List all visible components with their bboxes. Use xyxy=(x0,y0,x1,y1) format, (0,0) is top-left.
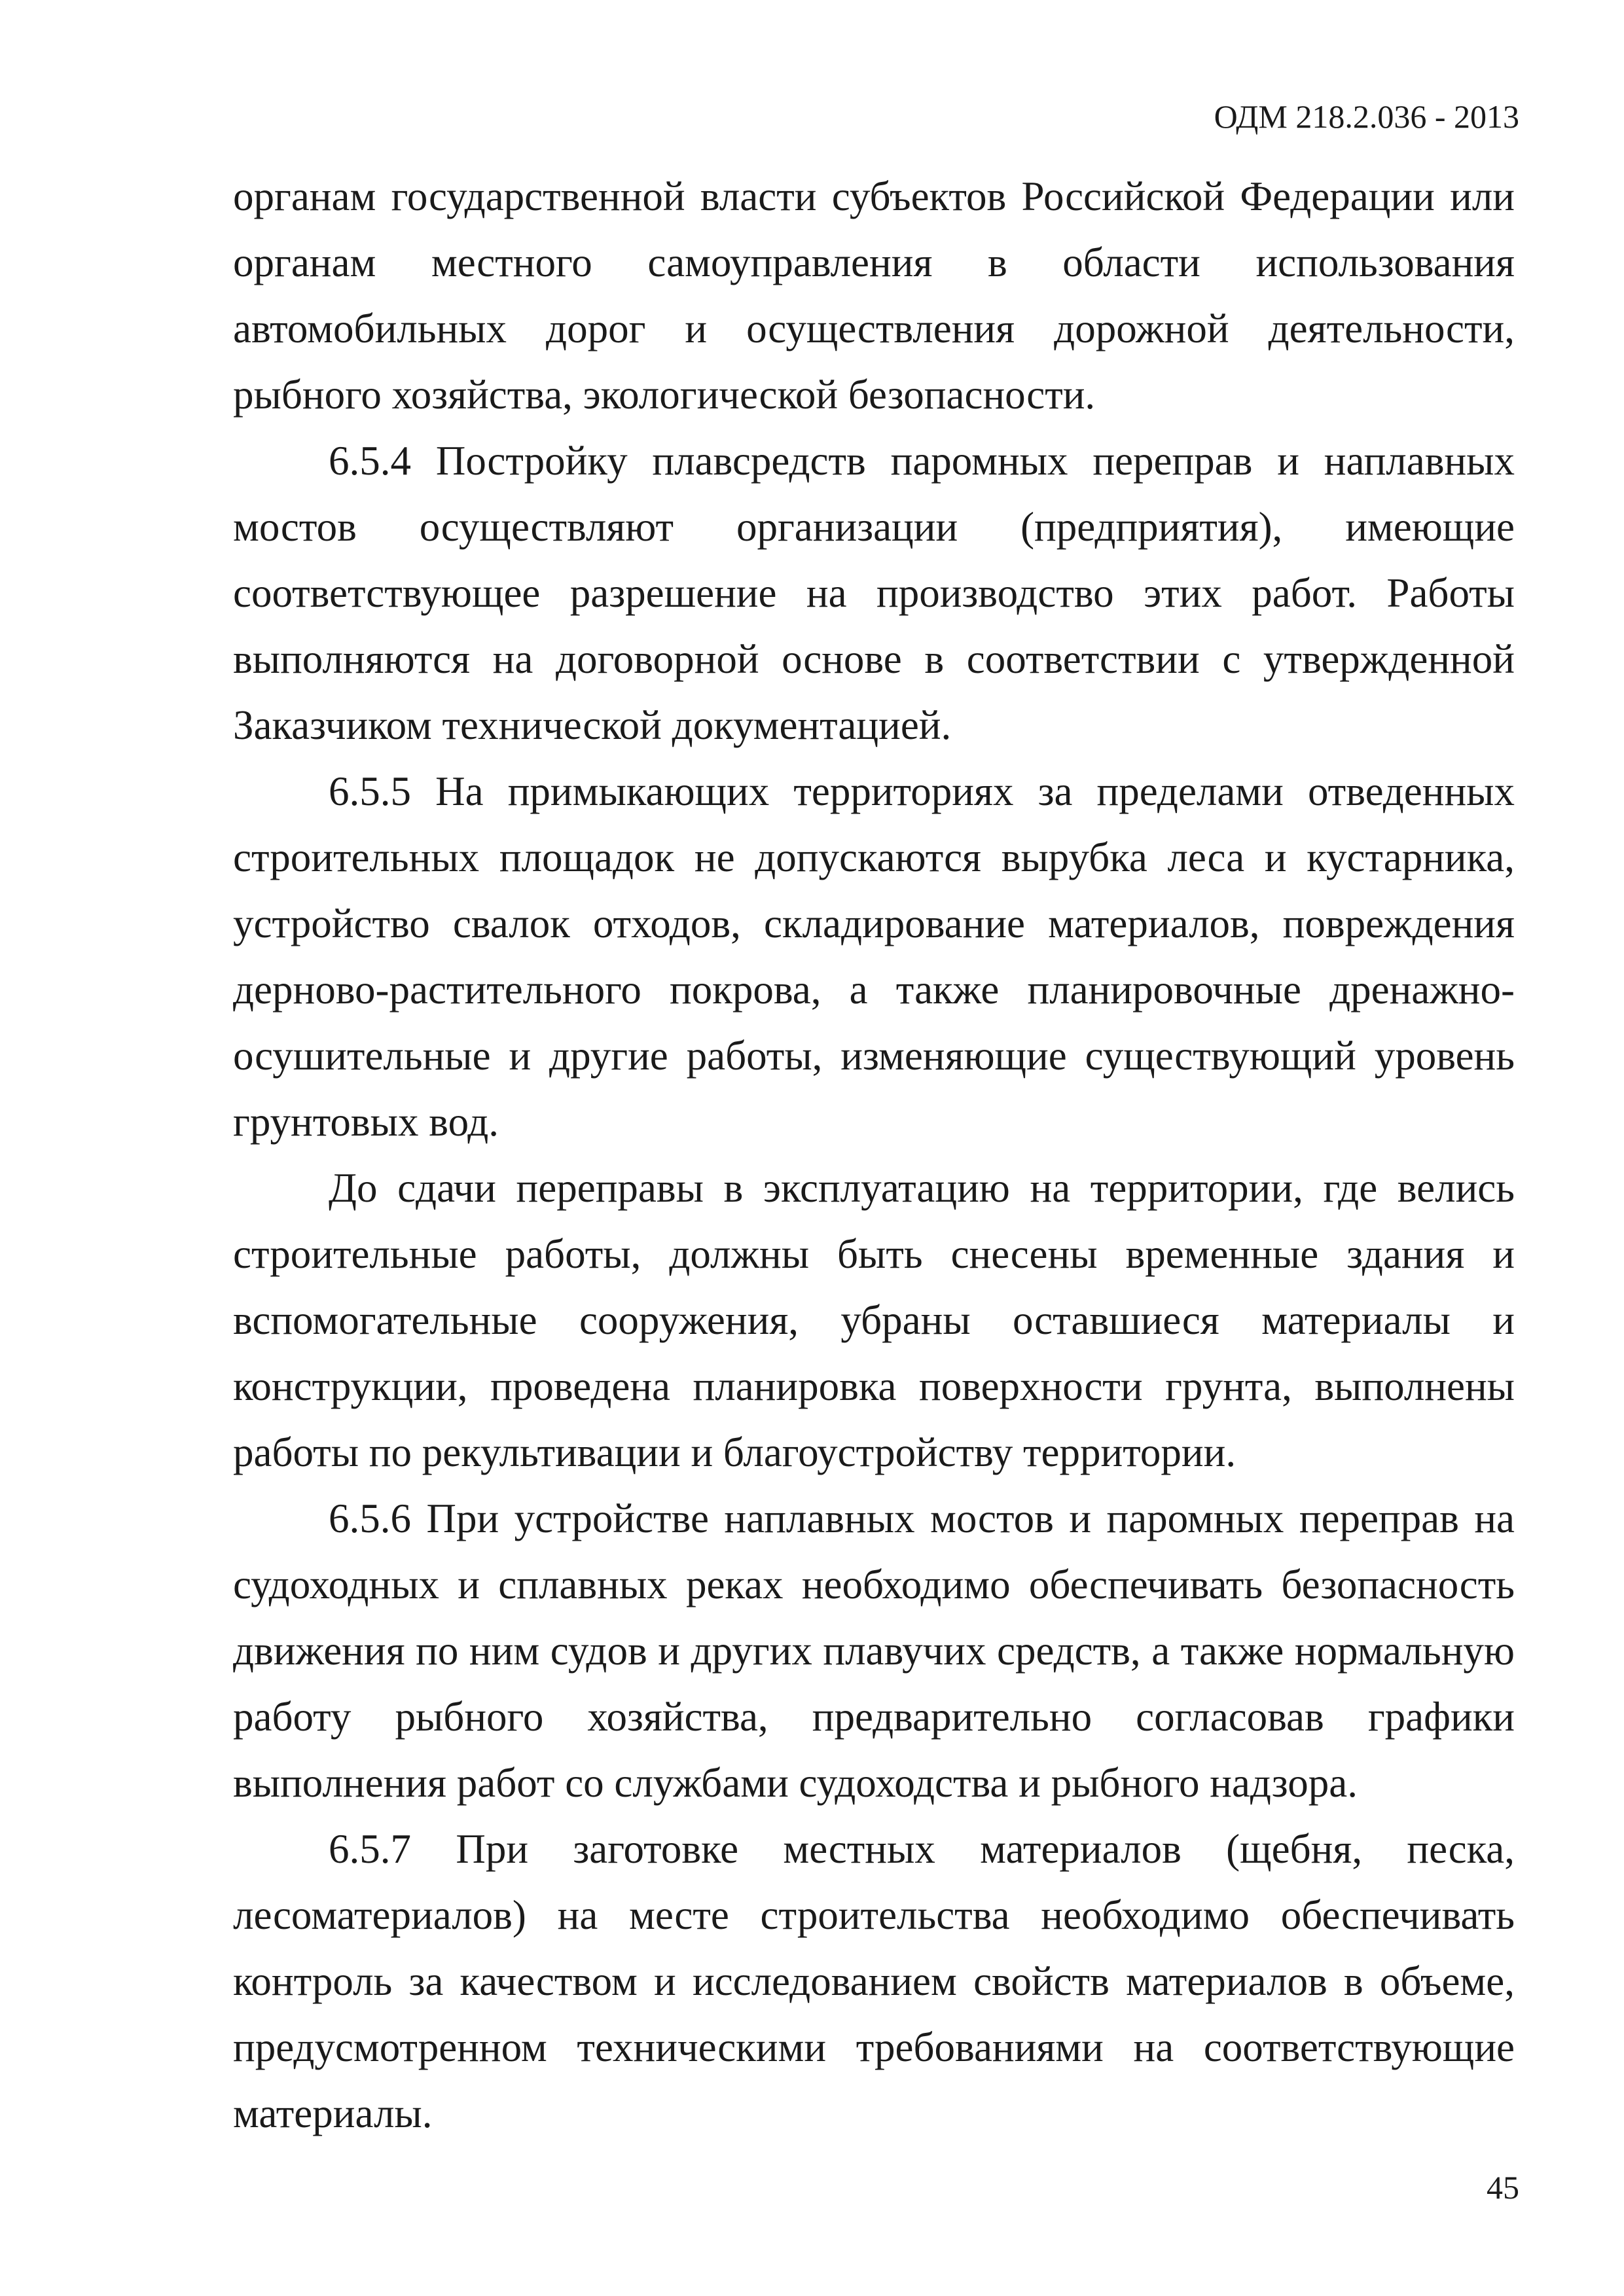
document-body xyxy=(233,164,1515,2147)
document-code-header: ОДМ 218.2.036 - 2013 xyxy=(1214,98,1519,135)
paragraph-6-5-4: 6.5.4 Постройку плавсредств паромных переправ и наплавных мостов осуществляют организации (предприятия), имеющие соответствующее разрешение на производство этих работ. Работы выполняются на договорной основе в соответствии с утвержденной Заказчиком технической документацией. xyxy=(233,438,1515,748)
paragraph-6-5-5-continued: До сдачи переправы в эксплуатацию на территории, где велись строительные работы, должны быть снесены временные здания и вспомогательные сооружения, убраны оставшиеся материалы и конструкции, проведена планировка поверхности грунта, выполнены работы по рекультивации и благоустройству территории. xyxy=(233,1165,1515,1475)
paragraph-continuation: органам государственной власти субъектов Российской Федерации или органам местного самоуправления в области использования автомобильных дорог и осуществления дорожной деятельности, рыбного хозяйства, экологической безопасности. xyxy=(233,173,1515,418)
paragraph-6-5-6: 6.5.6 При устройстве наплавных мостов и паромных переправ на судоходных и сплавных реках необходимо обеспечивать безопасность движения по ним судов и других плавучих средств, а также нормальную работу рыбного хозяйства, предварительно согласовав графики выполнения работ со службами судоходства и рыбного надзора. xyxy=(233,1496,1515,1806)
paragraph-6-5-7: 6.5.7 При заготовке местных материалов (щебня, песка, лесоматериалов) на месте строительства необходимо обеспечивать контроль за качеством и исследованием свойств материалов в объеме, предусмотренном техническими требованиями на соответствующие материалы. xyxy=(233,1826,1515,2136)
paragraph-6-5-5: 6.5.5 На примыкающих территориях за пределами отведенных строительных площадок не допускаются вырубка леса и кустарника, устройство свалок отходов, складирование материалов, повреждения дерново-растительного покрова, а также планировочные дренажно-осушительные и другие работы, изменяющие существующий уровень грунтовых вод. xyxy=(233,768,1515,1145)
page-number: 45 xyxy=(1487,2169,1519,2206)
